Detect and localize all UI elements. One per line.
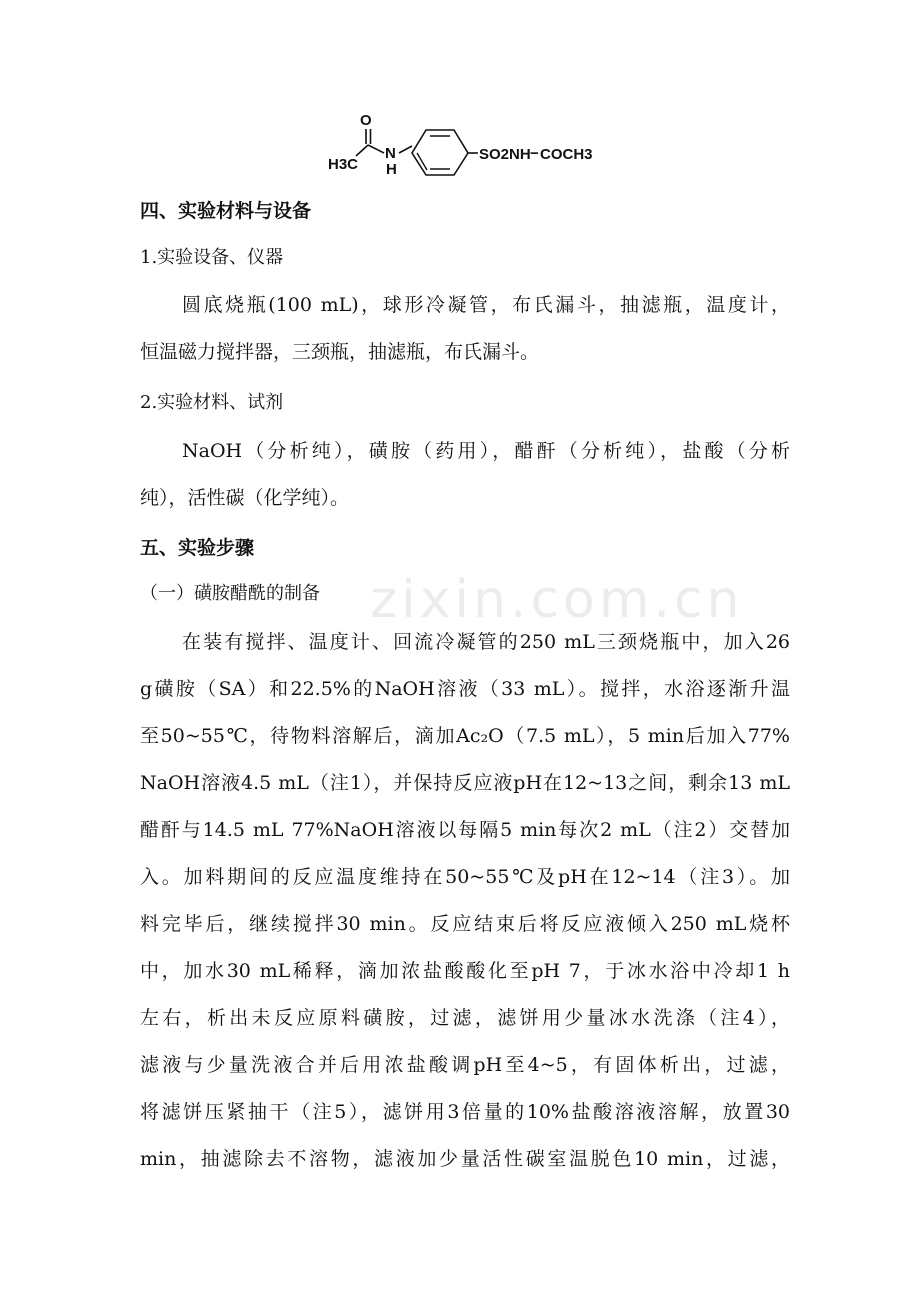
section-heading-procedure: 五、实验步骤 <box>140 537 255 559</box>
hydrogen-label: H <box>386 161 397 178</box>
methyl-label: H3C <box>328 156 359 173</box>
subheading-preparation: （一）磺胺醋酰的制备 <box>140 583 320 604</box>
procedure-line-2: g磺胺（SA）和22.5%的NaOH溶液（33 mL）。搅拌，水浴逐渐升温 <box>140 678 790 700</box>
equipment-line-2: 恒温磁力搅拌器，三颈瓶，抽滤瓶，布氏漏斗。 <box>140 341 540 363</box>
section-heading-materials: 四、实验材料与设备 <box>140 200 312 222</box>
subheading-materials: 2.实验材料、试剂 <box>140 392 284 413</box>
procedure-line-11: 将滤饼压紧抽干（注5），滤饼用3倍量的10%盐酸溶液溶解，放置30 <box>140 1101 790 1123</box>
watermark: zixin.com.cn <box>370 570 744 630</box>
structure-drawing <box>326 112 596 184</box>
procedure-line-9: 左右，析出未反应原料磺胺，过滤，滤饼用少量冰水洗涤（注4）， <box>140 1007 790 1029</box>
equipment-line-1: 圆底烧瓶(100 mL)，球形冷凝管，布氏漏斗，抽滤瓶，温度计， <box>182 294 790 316</box>
subheading-equipment: 1.实验设备、仪器 <box>140 247 284 268</box>
acetyl-label: COCH3 <box>540 146 593 163</box>
procedure-line-6: 入。加料期间的反应温度维持在50~55℃及pH在12~14（注3）。加 <box>140 866 790 888</box>
procedure-line-5: 醋酐与14.5 mL 77%NaOH溶液以每隔5 min每次2 mL（注2）交替加 <box>140 819 790 841</box>
procedure-line-12: min，抽滤除去不溶物，滤液加少量活性碳室温脱色10 min，过滤， <box>140 1148 790 1170</box>
bond-dash: − <box>530 145 539 162</box>
procedure-line-3: 至50~55℃，待物料溶解后，滴加Ac₂O（7.5 mL），5 min后加入77% <box>140 725 790 747</box>
procedure-line-8: 中，加水30 mL稀释，滴加浓盐酸酸化至pH 7，于冰水浴中冷却1 h <box>140 960 790 982</box>
procedure-line-1: 在装有搅拌、温度计、回流冷凝管的250 mL三颈烧瓶中，加入26 <box>182 631 790 653</box>
nitrogen-label: N <box>385 145 396 162</box>
chemical-structure-sulfacetamide <box>326 112 596 184</box>
procedure-line-10: 滤液与少量洗液合并后用浓盐酸调pH至4~5，有固体析出，过滤， <box>140 1054 790 1076</box>
materials-line-2: 纯），活性碳（化学纯）。 <box>140 487 350 509</box>
procedure-line-4: NaOH溶液4.5 mL（注1），并保持反应液pH在12~13之间，剩余13 mL <box>140 772 790 794</box>
procedure-line-7: 料完毕后，继续搅拌30 min。反应结束后将反应液倾入250 mL烧杯 <box>140 913 790 935</box>
oxygen-label: O <box>360 112 372 129</box>
materials-line-1: NaOH（分析纯），磺胺（药用），醋酐（分析纯），盐酸（分析 <box>182 440 790 462</box>
sulfonamide-label: SO2NH <box>479 146 531 163</box>
